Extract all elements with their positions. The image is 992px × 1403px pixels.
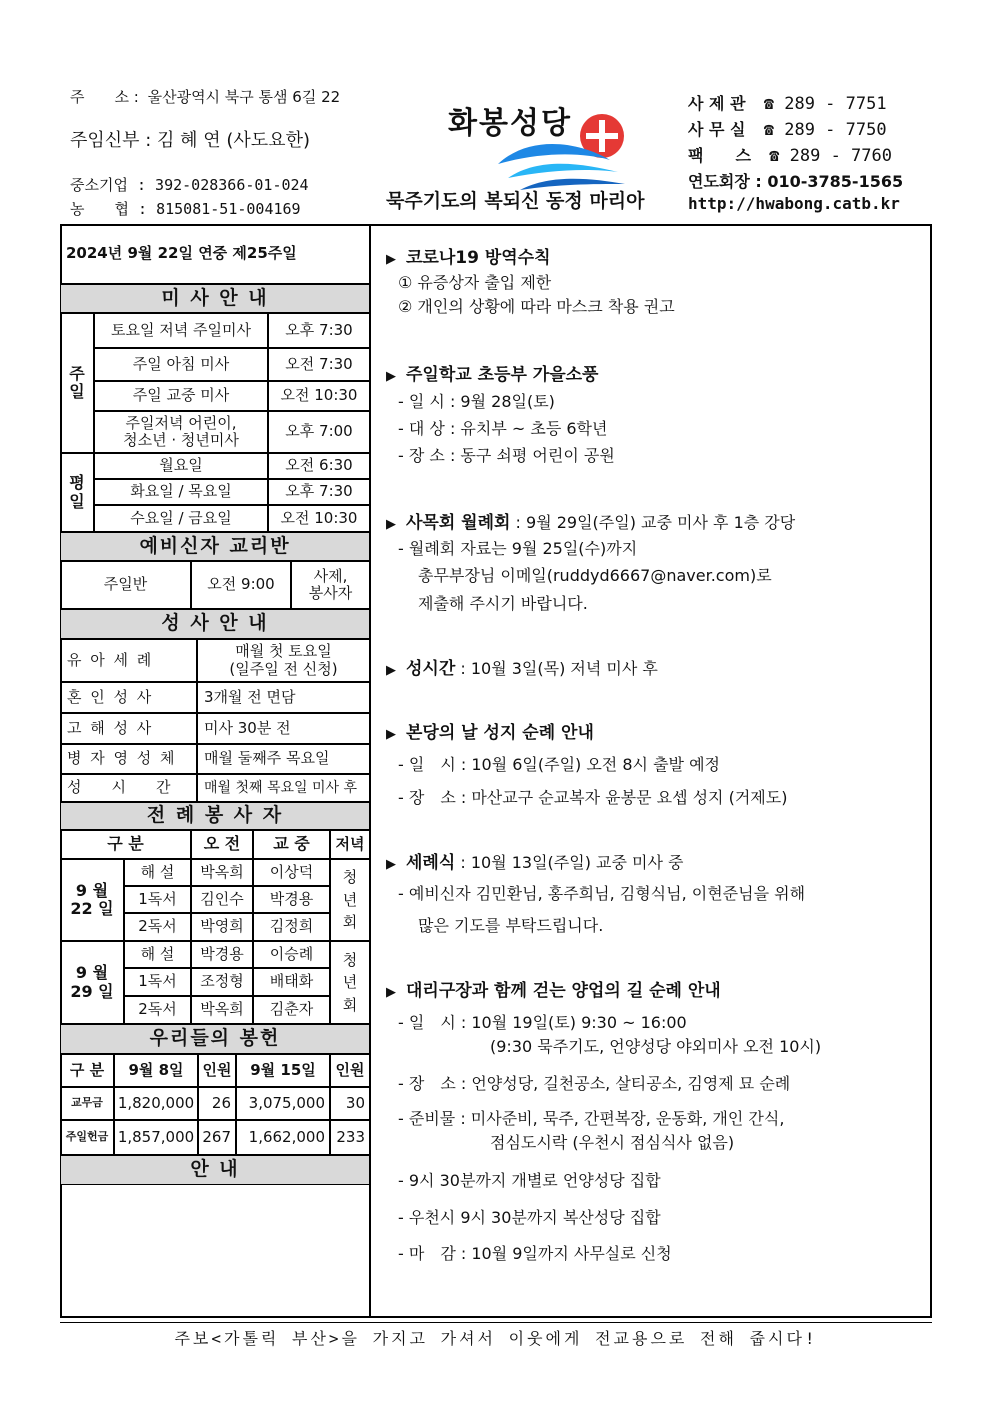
offering-amount: 1,662,000 — [236, 1120, 330, 1155]
offering-col-count1: 인원 — [198, 1054, 236, 1087]
walk-pilgrimage-title: ▶ 대리구장과 함께 걷는 양업의 길 순례 안내 — [386, 981, 721, 1001]
catechumen-teacher: 사제, 봉사자 — [291, 561, 370, 609]
mass-time: 오후 7:30 — [268, 313, 370, 348]
walk-item: - 9시 30분까지 개별로 언양성당 집합 — [398, 1171, 661, 1190]
offering-col-count2: 인원 — [330, 1054, 370, 1087]
covid-title: ▶ 코로나19 방역수칙 — [386, 248, 551, 268]
mass-time: 오전 6:30 — [268, 453, 370, 479]
liturgy-server: 박옥희 — [191, 996, 253, 1024]
liturgy-server: 김춘자 — [253, 996, 330, 1024]
parish-name: 화봉성당 — [448, 106, 572, 141]
school-picnic-item: - 일 시 : 9월 28일(토) — [398, 392, 555, 411]
mass-name: 주일 아침 미사 — [94, 348, 268, 381]
date-title: 2024년 9월 22일 연중 제25주일 — [60, 224, 370, 284]
liturgy-server: 배태화 — [253, 968, 330, 996]
offering-col-category: 구 분 — [60, 1054, 114, 1087]
patron-saint: 묵주기도의 복되신 동정 마리아 — [386, 190, 645, 212]
weekday-label: 평 일 — [60, 453, 94, 532]
liturgy-server: 이승례 — [253, 941, 330, 968]
liturgy-date: 9 월 22 일 — [60, 859, 124, 941]
pilgrimage-title: ▶ 본당의 날 성지 순례 안내 — [386, 723, 594, 743]
triangle-bullet-icon: ▶ — [386, 252, 396, 267]
address-line — [70, 86, 340, 107]
offering-count: 267 — [198, 1120, 236, 1155]
offering-col-date2: 9월 15일 — [236, 1054, 330, 1087]
council-meeting-item: - 월례회 자료는 9월 25일(수)까지 — [398, 539, 638, 558]
liturgy-col-category: 구 분 — [60, 830, 191, 859]
baptism-item: - 예비신자 김민환님, 홍주희님, 김형식님, 이현준님을 위해 — [398, 884, 806, 903]
footer-message: 주보<가톨릭 부산>을 가지고 가셔서 이웃에게 전교용으로 전해 줍시다! — [174, 1329, 818, 1348]
liturgy-server: 박경용 — [191, 941, 253, 968]
school-picnic-item: - 대 상 : 유치부 ~ 초등 6학년 — [398, 419, 608, 438]
triangle-bullet-icon: ▶ — [386, 985, 396, 1000]
council-meeting-title: ▶ 사목회 월례회 : 9월 29일(주일) 교중 미사 후 1층 강당 — [386, 513, 796, 533]
sacrament-info: 매월 첫 토요일 (일주일 전 신청) — [197, 639, 370, 682]
triangle-bullet-icon: ▶ — [386, 727, 396, 742]
mass-name: 토요일 저녁 주일미사 — [94, 313, 268, 348]
mass-name: 월요일 — [94, 453, 268, 479]
address: 울산광역시 북구 통샘 6길 22 — [147, 88, 341, 106]
sacrament-info: 3개월 전 면담 — [197, 682, 370, 713]
catechumen-time: 오전 9:00 — [191, 561, 291, 609]
pilgrimage-item: - 장 소 : 마산교구 순교복자 윤봉문 요셉 성지 (거제도) — [398, 788, 788, 807]
offering-category: 교무금 — [60, 1087, 114, 1120]
offering-category: 주일헌금 — [60, 1120, 114, 1155]
baptism-item: 많은 기도를 부탁드립니다. — [418, 916, 604, 935]
walk-item: - 마 감 : 10월 9일까지 사무실로 신청 — [398, 1244, 672, 1263]
walk-item: - 우천시 9시 30분까지 복산성당 집합 — [398, 1208, 661, 1227]
offering-amount: 1,857,000 — [114, 1120, 198, 1155]
offering-count: 30 — [330, 1087, 370, 1120]
priest-name: 주임신부 : 김 혜 연 (사도요한) — [70, 130, 310, 151]
covid-item: ② 개인의 상황에 따라 마스크 착용 권고 — [398, 297, 675, 316]
council-meeting-item: 총무부장님 이메일(ruddyd6667@naver.com)로 — [418, 566, 772, 585]
offering-count: 26 — [198, 1087, 236, 1120]
liturgy-evening-group: 청 년 회 — [330, 859, 370, 941]
liturgy-role: 2독서 — [124, 913, 191, 941]
sacrament-name: 고 해 성 사 — [60, 713, 197, 744]
sunday-label: 주 일 — [60, 313, 94, 453]
sacrament-info: 매월 둘째주 목요일 — [197, 744, 370, 774]
liturgy-role: 해 설 — [124, 941, 191, 968]
triangle-bullet-icon: ▶ — [386, 517, 396, 532]
offering-amount: 1,820,000 — [114, 1087, 198, 1120]
notice-header: 안 내 — [60, 1155, 370, 1185]
liturgy-server: 김정희 — [253, 913, 330, 941]
pilgrimage-item: - 일 시 : 10월 6일(주일) 오전 8시 출발 예정 — [398, 755, 720, 774]
mass-time: 오전 7:30 — [268, 348, 370, 381]
baptism-title: ▶ 세례식 : 10월 13일(주일) 교중 미사 중 — [386, 853, 684, 873]
mass-name: 주일저녁 어린이, 청소년 · 청년미사 — [94, 411, 268, 453]
liturgy-server: 박영희 — [191, 913, 253, 941]
liturgy-server: 김인수 — [191, 886, 253, 913]
liturgy-role: 1독서 — [124, 886, 191, 913]
president-contact: 연도회장 : 010-3785-1565 — [688, 172, 904, 191]
walk-item: - 일 시 : 10월 19일(토) 9:30 ~ 16:00 — [398, 1013, 687, 1032]
liturgy-date: 9 월 29 일 — [60, 941, 124, 1024]
contact-office: 사 무 실 ☎ 289 - 7750 — [688, 120, 887, 140]
offering-count: 233 — [330, 1120, 370, 1155]
offering-col-date1: 9월 8일 — [114, 1054, 198, 1087]
bank-account-1: 중소기업 : 392-028366-01-024 — [70, 176, 309, 194]
offering-amount: 3,075,000 — [236, 1087, 330, 1120]
liturgy-role: 2독서 — [124, 996, 191, 1024]
mass-name: 화요일 / 목요일 — [94, 479, 268, 505]
footer-rule — [60, 1322, 932, 1323]
walk-item: - 장 소 : 언양성당, 길천공소, 살티공소, 김영제 묘 순례 — [398, 1074, 791, 1093]
sacrament-name: 혼 인 성 사 — [60, 682, 197, 713]
contact-rectory: 사 제 관 ☎ 289 - 7751 — [688, 94, 887, 114]
catechumen-class: 주일반 — [60, 561, 191, 609]
mass-name: 수요일 / 금요일 — [94, 505, 268, 532]
sacrament-info: 미사 30분 전 — [197, 713, 370, 744]
contact-fax: 팩 스 ☎ 289 - 7760 — [688, 146, 892, 166]
liturgy-header: 전 례 봉 사 자 — [60, 802, 370, 830]
school-picnic-item: - 장 소 : 동구 쇠평 어린이 공원 — [398, 446, 615, 465]
mass-name: 주일 교중 미사 — [94, 381, 268, 411]
liturgy-role: 1독서 — [124, 968, 191, 996]
liturgy-server: 조정형 — [191, 968, 253, 996]
liturgy-col-morning: 오 전 — [191, 830, 253, 859]
sacrament-info: 매월 첫째 목요일 미사 후 — [197, 774, 370, 802]
liturgy-col-evening: 저녁 — [330, 830, 370, 859]
liturgy-server: 박옥희 — [191, 859, 253, 886]
triangle-bullet-icon: ▶ — [386, 663, 396, 678]
offering-header: 우리들의 봉헌 — [60, 1024, 370, 1054]
website-link[interactable]: http://hwabong.catb.kr — [688, 194, 900, 213]
sacrament-name: 병 자 영 성 체 — [60, 744, 197, 774]
holy-hour-title: ▶ 성시간 : 10월 3일(목) 저녁 미사 후 — [386, 659, 658, 679]
liturgy-server: 이상덕 — [253, 859, 330, 886]
sacrament-header: 성 사 안 내 — [60, 609, 370, 639]
mass-schedule-header: 미 사 안 내 — [60, 284, 370, 313]
sacrament-name: 성 시 간 — [60, 774, 197, 802]
sacrament-name: 유 아 세 례 — [60, 639, 197, 682]
catechumen-header: 예비신자 교리반 — [60, 532, 370, 561]
liturgy-evening-group: 청 년 회 — [330, 941, 370, 1024]
walk-item: (9:30 묵주기도, 언양성당 야외미사 오전 10시) — [490, 1037, 822, 1056]
mass-time: 오후 7:30 — [268, 479, 370, 505]
address-label: 주 소 : — [70, 88, 139, 106]
walk-item: 점심도시락 (우천시 점심식사 없음) — [490, 1133, 735, 1152]
parish-logo-icon — [490, 112, 640, 192]
mass-time: 오후 7:00 — [268, 411, 370, 453]
school-picnic-title: ▶ 주일학교 초등부 가을소풍 — [386, 365, 599, 385]
mass-time: 오전 10:30 — [268, 381, 370, 411]
walk-item: - 준비물 : 미사준비, 묵주, 간편복장, 운동화, 개인 간식, — [398, 1109, 785, 1128]
council-meeting-item: 제출해 주시기 바랍니다. — [418, 594, 588, 613]
mass-time: 오전 10:30 — [268, 505, 370, 532]
liturgy-server: 박경용 — [253, 886, 330, 913]
bank-account-2: 농 협 : 815081-51-004169 — [70, 200, 301, 218]
triangle-bullet-icon: ▶ — [386, 369, 396, 384]
liturgy-col-main: 교 중 — [253, 830, 330, 859]
covid-item: ① 유증상자 출입 제한 — [398, 273, 552, 292]
triangle-bullet-icon: ▶ — [386, 857, 396, 872]
liturgy-role: 해 설 — [124, 859, 191, 886]
